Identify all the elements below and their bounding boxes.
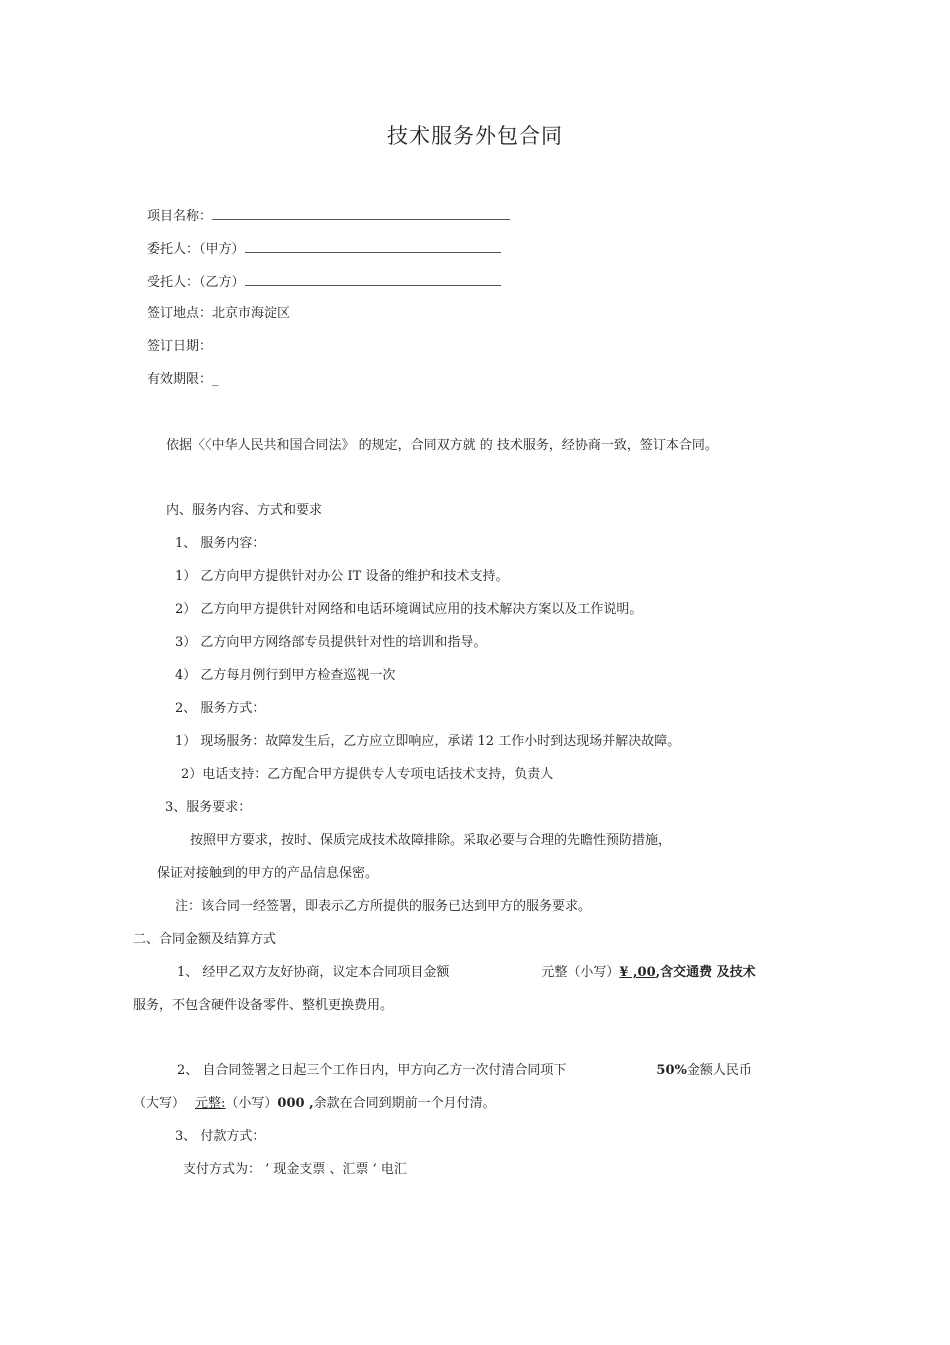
project-name-blank bbox=[212, 207, 510, 220]
payment-method-heading: 3、 付款方式： bbox=[175, 1129, 266, 1144]
amount-paragraph bbox=[177, 965, 756, 981]
payment-text: 2、 自合同签署之日起三个工作日内，甲方向乙方一次付清合同项下 bbox=[177, 1063, 567, 1078]
project-name-label: 项目名称： bbox=[147, 209, 213, 224]
service-item: 4） 乙方每月例行到甲方检查巡视一次 bbox=[175, 668, 396, 683]
service-method-heading: 2、 服务方式： bbox=[175, 701, 266, 716]
service-requirements-heading: 3、服务要求： bbox=[165, 800, 252, 815]
service-method-item: 2）电话支持：乙方配合甲方提供专人专项电话技术支持，负责人 bbox=[181, 767, 554, 782]
payment-paragraph bbox=[177, 1063, 752, 1079]
payment-text: （大写） bbox=[133, 1096, 186, 1111]
amount-text: 1、 经甲乙双方友好协商，议定本合同项目金额 bbox=[177, 965, 450, 980]
client-label: 委托人：（甲方） bbox=[147, 242, 245, 257]
payment-method-detail: 支付方式为： ’ 现金支票 、汇票 ’ 电汇 bbox=[183, 1162, 407, 1177]
payment-text: 元整: bbox=[195, 1096, 226, 1111]
section2-heading: 二、合同金额及结算方式 bbox=[133, 932, 277, 947]
amount-text: 元整（小写） bbox=[541, 965, 620, 980]
payment-paragraph-cont bbox=[133, 1096, 496, 1112]
client-blank bbox=[245, 240, 501, 253]
amount-paragraph-cont: 服务，不包含硬件设备零件、整机更换费用。 bbox=[133, 998, 394, 1013]
intro-paragraph: 依据〈〈中华人民共和国合同法》 的规定，合同双方就 的 技术服务，经协商一致，签订本合同。 bbox=[166, 438, 718, 453]
service-method-item: 1） 现场服务：故障发生后，乙方应立即响应，承诺 12 工作小时到达现场并解决故障。 bbox=[175, 734, 681, 749]
service-item: 3） 乙方向甲方网络部专员提供针对性的培训和指导。 bbox=[175, 635, 487, 650]
requirements-text: 按照甲方要求，按时、保质完成技术故障排除。采取必要与合理的先瞻性预防措施， bbox=[190, 833, 672, 848]
amount-text: ,含交通费 及技术 bbox=[655, 965, 756, 980]
payment-text: 金额人民币 bbox=[686, 1063, 752, 1078]
client-row bbox=[147, 240, 501, 258]
payment-percent: 50% bbox=[656, 1063, 687, 1078]
service-item: 2） 乙方向甲方提供针对网络和电话环境调试应用的技术解决方案以及工作说明。 bbox=[175, 602, 643, 617]
contractor-row bbox=[147, 273, 501, 291]
project-name-row bbox=[147, 207, 510, 225]
payment-amount: 000 , bbox=[277, 1096, 314, 1111]
payment-text: 余款在合同到期前一个月付清。 bbox=[313, 1096, 496, 1111]
signing-date: 签订日期： bbox=[147, 339, 213, 354]
payment-text: （小写） bbox=[225, 1096, 278, 1111]
validity-period: 有效期限：_ bbox=[147, 372, 219, 387]
contractor-blank bbox=[245, 273, 501, 286]
amount-value: ¥ ,00 bbox=[619, 965, 656, 980]
service-item: 1） 乙方向甲方提供针对办公 IT 设备的维护和技术支持。 bbox=[175, 569, 509, 584]
signing-place: 签订地点：北京市海淀区 bbox=[147, 306, 291, 321]
contractor-label: 受托人：（乙方） bbox=[147, 275, 245, 290]
section1-heading: 内、服务内容、方式和要求 bbox=[166, 503, 323, 518]
requirements-text: 保证对接触到的甲方的产品信息保密。 bbox=[157, 866, 379, 881]
service-content-heading: 1、 服务内容： bbox=[175, 536, 266, 551]
note-text: 注：该合同一经签署，即表示乙方所提供的服务已达到甲方的服务要求。 bbox=[175, 899, 592, 914]
document-title: 技术服务外包合同 bbox=[387, 124, 563, 148]
